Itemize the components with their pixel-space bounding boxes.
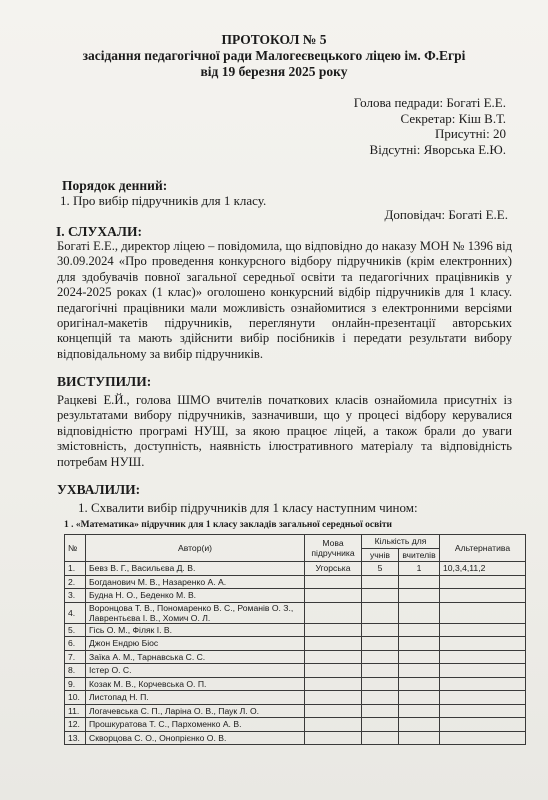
- cell-students: [362, 623, 399, 637]
- meta-absent: Відсутні: Яворська Е.Ю.: [369, 142, 506, 157]
- cell-teachers: [399, 677, 440, 691]
- cell-language: [305, 704, 362, 718]
- cell-students: [362, 602, 399, 623]
- cell-alternative: 10,3,4,11,2: [440, 562, 526, 576]
- cell-students: [362, 691, 399, 705]
- cell-alternative: [440, 677, 526, 691]
- cell-students: [362, 664, 399, 678]
- cell-alternative: [440, 602, 526, 623]
- cell-no: 11.: [65, 704, 86, 718]
- table-row: [65, 637, 526, 651]
- cell-teachers: [399, 575, 440, 589]
- cell-language: [305, 718, 362, 732]
- cell-teachers: [399, 718, 440, 732]
- agenda-heading: Порядок денний:: [62, 178, 168, 193]
- cell-alternative: [440, 691, 526, 705]
- cell-author: Джон Ендрю Біос: [86, 637, 305, 651]
- cell-author: Будна Н. О., Беденко М. В.: [86, 589, 305, 603]
- cell-language: [305, 691, 362, 705]
- cell-students: [362, 718, 399, 732]
- cell-students: [362, 677, 399, 691]
- cell-no: 3.: [65, 589, 86, 603]
- cell-no: 9.: [65, 677, 86, 691]
- header-alternative: Альтернатива: [440, 535, 526, 562]
- cell-students: [362, 637, 399, 651]
- table-caption: 1 . «Математика» підручник для 1 класу закладів загальної середньої освіти: [64, 520, 393, 530]
- table-row: [65, 562, 526, 576]
- agenda-speaker: Доповідач: Богаті Е.Е.: [384, 207, 508, 222]
- cell-students: [362, 704, 399, 718]
- decided-heading: УХВАЛИЛИ:: [57, 482, 141, 497]
- cell-students: 5: [362, 562, 399, 576]
- table-row: [65, 691, 526, 705]
- table-header-row: [65, 535, 526, 549]
- cell-students: [362, 589, 399, 603]
- cell-no: 8.: [65, 664, 86, 678]
- spoke-heading: ВИСТУПИЛИ:: [57, 374, 152, 389]
- cell-teachers: [399, 589, 440, 603]
- cell-alternative: [440, 623, 526, 637]
- header-no: №: [65, 535, 86, 562]
- table-row: [65, 677, 526, 691]
- cell-no: 4.: [65, 602, 86, 623]
- meta-secretary: Секретар: Кіш В.Т.: [400, 111, 506, 126]
- cell-teachers: [399, 664, 440, 678]
- cell-alternative: [440, 589, 526, 603]
- cell-language: [305, 664, 362, 678]
- table-row: [65, 650, 526, 664]
- textbook-table: [64, 534, 526, 745]
- table-row: [65, 718, 526, 732]
- cell-no: 2.: [65, 575, 86, 589]
- table-row: [65, 575, 526, 589]
- meta-present: Присутні: 20: [434, 126, 506, 141]
- cell-teachers: [399, 623, 440, 637]
- cell-teachers: [399, 650, 440, 664]
- cell-language: Угорська: [305, 562, 362, 576]
- cell-teachers: [399, 704, 440, 718]
- table-row: [65, 602, 526, 623]
- meta-chair: Голова педради: Богаті Е.Е.: [353, 95, 506, 110]
- cell-author: Логачевська С. П., Ларіна О. В., Паук Л. О.: [86, 704, 305, 718]
- cell-teachers: [399, 731, 440, 745]
- header-teachers: вчителів: [399, 548, 440, 562]
- cell-language: [305, 637, 362, 651]
- cell-language: [305, 575, 362, 589]
- cell-language: [305, 650, 362, 664]
- cell-no: 5.: [65, 623, 86, 637]
- cell-alternative: [440, 664, 526, 678]
- cell-alternative: [440, 575, 526, 589]
- cell-author: Листопад Н. П.: [86, 691, 305, 705]
- cell-teachers: [399, 602, 440, 623]
- spoke-text: Рацкеві Е.Й., голова ШМО вчителів початкових класів ознайомила присутніх із результатами вибору підручників, зазначивши, що у процесі відбору керувалися відповідністю програмі НУШ, за якою працює ліцей, а також брали до уваги змістовність, доступність, наявність ілюстративного матеріалу та відповідність потребам НУШ.: [57, 393, 512, 469]
- header-language: Мова підручника: [305, 535, 362, 562]
- cell-author: Гісь О. М., Філяк І. В.: [86, 623, 305, 637]
- header-students: учнів: [362, 548, 399, 562]
- protocol-subtitle: засідання педагогічної ради Малогеєвецького ліцею ім. Ф.Егрі: [82, 48, 466, 63]
- cell-author: Заїка А. М., Тарнавська С. С.: [86, 650, 305, 664]
- table-row: [65, 704, 526, 718]
- cell-alternative: [440, 650, 526, 664]
- agenda-item: 1. Про вибір підручників для 1 класу.: [60, 193, 267, 208]
- table-row: [65, 589, 526, 603]
- cell-no: 13.: [65, 731, 86, 745]
- protocol-date: від 19 березня 2025 року: [200, 64, 348, 79]
- table-row: [65, 664, 526, 678]
- cell-teachers: [399, 637, 440, 651]
- cell-author: Бевз В. Г., Васильєва Д. В.: [86, 562, 305, 576]
- cell-language: [305, 589, 362, 603]
- protocol-title: ПРОТОКОЛ № 5: [221, 32, 327, 47]
- cell-no: 6.: [65, 637, 86, 651]
- cell-language: [305, 623, 362, 637]
- cell-no: 7.: [65, 650, 86, 664]
- cell-alternative: [440, 704, 526, 718]
- cell-author: Істер О. С.: [86, 664, 305, 678]
- cell-alternative: [440, 718, 526, 732]
- decided-item: 1. Схвалити вибір підручників для 1 класу наступним чином:: [78, 500, 418, 515]
- cell-author: Богданович М. В., Назаренко А. А.: [86, 575, 305, 589]
- header-author: Автор(и): [86, 535, 305, 562]
- cell-author: Скворцова С. О., Онопрієнко О. В.: [86, 731, 305, 745]
- cell-author: Козак М. В., Корчевська О. П.: [86, 677, 305, 691]
- cell-language: [305, 602, 362, 623]
- cell-author: Прошкуратова Т. С., Пархоменко А. В.: [86, 718, 305, 732]
- cell-alternative: [440, 637, 526, 651]
- cell-no: 10.: [65, 691, 86, 705]
- heard-heading: І. СЛУХАЛИ:: [56, 224, 142, 239]
- cell-no: 12.: [65, 718, 86, 732]
- table-row: [65, 623, 526, 637]
- cell-teachers: 1: [399, 562, 440, 576]
- table-row: [65, 731, 526, 745]
- header-quantity: Кількість для: [362, 535, 440, 549]
- cell-teachers: [399, 691, 440, 705]
- cell-author: Воронцова Т. В., Пономаренко В. С., Романів О. З., Лаврентьєва І. В., Хомич О. Л.: [86, 602, 305, 623]
- cell-no: 1.: [65, 562, 86, 576]
- cell-language: [305, 731, 362, 745]
- heard-text: Богаті Е.Е., директор ліцею – повідомила, що відповідно до наказу МОН № 1396 від 30.09.2024 «Про проведення конкурсного відбору підручників (крім електронних) для здобувачів повної загальної середньої освіти та педагогічних працівників у 2024-2025 роках (1 клас)» оголошено конкурсний відбір підручників для 1 класу. педагогічні працівники мали можливість ознайомитися з електронними версіями оригінал-макетів підручників, переглянути онлайн-презентації авторських концепцій та мають здійснити вибір посібників і передати результати вибору відповідальному за вибір підручників.: [57, 239, 512, 361]
- cell-alternative: [440, 731, 526, 745]
- cell-students: [362, 575, 399, 589]
- cell-students: [362, 731, 399, 745]
- cell-language: [305, 677, 362, 691]
- cell-students: [362, 650, 399, 664]
